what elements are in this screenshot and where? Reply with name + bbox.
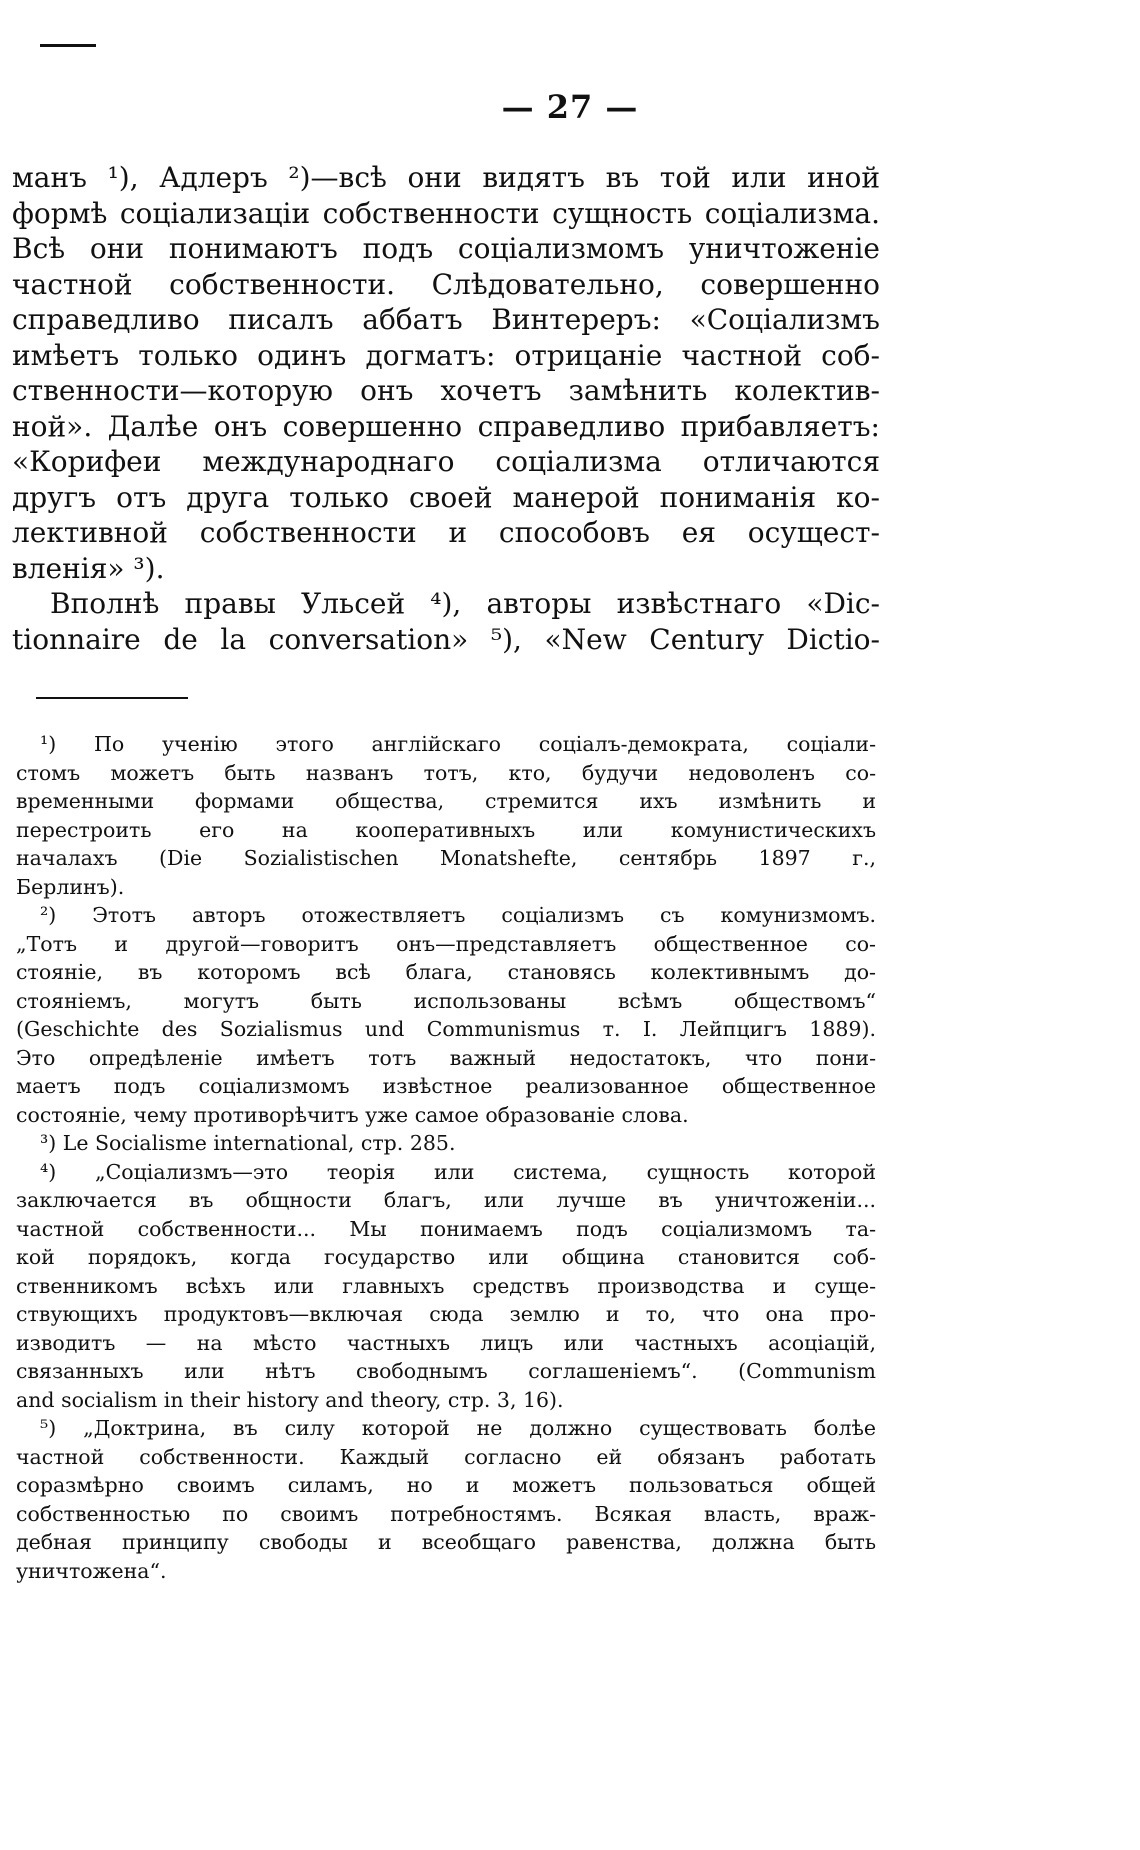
footnote-line: перестроить его на кооперативныхъ или комунистическихъ [16,817,876,842]
footnote-line: связанныхъ или нѣтъ свободнымъ соглашеніемъ“. (Communism [16,1359,876,1383]
footnote-line: ственникомъ всѣхъ или главныхъ средствъ производства и суще- [16,1273,876,1298]
main-text-line: другъ отъ друга только своей манерой пониманія ко- [12,480,880,514]
main-text [12,160,880,657]
footnote-line: Берлинъ). [16,874,125,899]
main-text-line: справедливо писалъ аббатъ Винтереръ: «Соціализмъ [12,303,880,336]
footnote-line: дебная принципу свободы и всеобщаго равенства, должна быть [16,1530,876,1554]
footnote-line: ⁵) „Доктрина, въ силу которой не должно существовать болѣе [40,1416,876,1440]
footnote-line: стояніе, въ которомъ всѣ блага, становясь колективнымъ до- [16,960,876,984]
footnote-line: состояніе, чему противорѣчитъ уже самое образованіе слова. [16,1102,689,1127]
main-text-line: tionnaire de la conversation» ⁵), «New Century Dictio- [12,622,880,656]
main-text-line: Вполнѣ правы Ульсей ⁴), авторы извѣстнаго «Dic- [50,587,880,620]
footnote-line: ³) Le Socialisme international, стр. 285. [40,1131,456,1155]
main-text-line: «Корифеи международнаго соціализма отличаются [12,445,880,478]
footnote-line: (Geschichte des Sozialismus und Communismus т. I. Лейпцигъ 1889). [16,1017,876,1041]
main-text-line: имѣетъ только одинъ догматъ: отрицаніе частной соб- [12,338,880,372]
footnote-line: and socialism in their history and theory, стр. 3, 16). [16,1387,564,1412]
main-text-line: манъ ¹), Адлеръ ²)—всѣ они видятъ въ той или иной [12,161,880,194]
main-text-line: ственности—которую онъ хочетъ замѣнить колектив- [12,374,880,407]
footnote-line: заключается въ общности благъ, или лучше въ уничтоженіи... [16,1188,876,1212]
footnote-line: стояніемъ, могутъ быть использованы всѣмъ обществомъ“ [16,988,876,1013]
footnote-line: частной собственности. Каждый согласно ей обязанъ работать [16,1444,876,1469]
footnote-line: началахъ (Die Sozialistischen Monatshefte, сентябрь 1897 г., [16,846,876,870]
footnote-line: Это опредѣленіе имѣетъ тотъ важный недостатокъ, что пони- [16,1045,876,1070]
footnote-line: изводитъ — на мѣсто частныхъ лицъ или частныхъ асоціацій, [16,1330,876,1355]
footnote-line: частной собственности... Мы понимаемъ подъ соціализмомъ та- [16,1216,876,1241]
main-text-line: частной собственности. Слѣдовательно, совершенно [12,267,880,301]
footnote-line: стомъ можетъ быть названъ тотъ, кто, будучи недоволенъ со- [16,760,876,785]
footnote-line: ²) Этотъ авторъ отожествляетъ соціализмъ съ комунизмомъ. [40,903,876,927]
footnote-line: ствующихъ продуктовъ—включая сюда землю и то, что она про- [16,1302,876,1326]
main-text-line: лективной собственности и способовъ ея осущест- [12,516,880,549]
footnote-line: ⁴) „Соціализмъ—это теорія или система, сущность которой [40,1159,876,1184]
main-text-line: формѣ соціализаціи собственности сущность соціализма. [12,196,880,230]
footnote-line: собственностью по своимъ потребностямъ. Всякая власть, враж- [16,1501,876,1526]
main-text-line: Всѣ они понимаютъ подъ соціализмомъ уничтоженіе [12,232,880,265]
footnote-line: маетъ подъ соціализмомъ извѣстное реализованное общественное [16,1074,876,1098]
main-text-line: вленія» ³). [12,551,165,585]
footnote-divider [36,697,188,699]
footnote-line: кой порядокъ, когда государство или община становится соб- [16,1245,876,1269]
footnote-line: ¹) По ученію этого англійскаго соціалъ-демократа, соціали- [40,732,876,756]
corner-mark [40,44,96,47]
footnote-line: временными формами общества, стремится ихъ измѣнить и [16,789,876,813]
page-number: — 27 — [501,88,639,126]
footnote-line: уничтожена“. [16,1558,167,1583]
main-text-line: ной». Далѣе онъ совершенно справедливо прибавляетъ: [12,409,880,443]
footnotes [16,730,876,1585]
footnote-line: „Тотъ и другой—говоритъ онъ—представляетъ общественное со- [16,931,876,956]
footnote-line: соразмѣрно своимъ силамъ, но и можетъ пользоваться общей [16,1473,876,1497]
